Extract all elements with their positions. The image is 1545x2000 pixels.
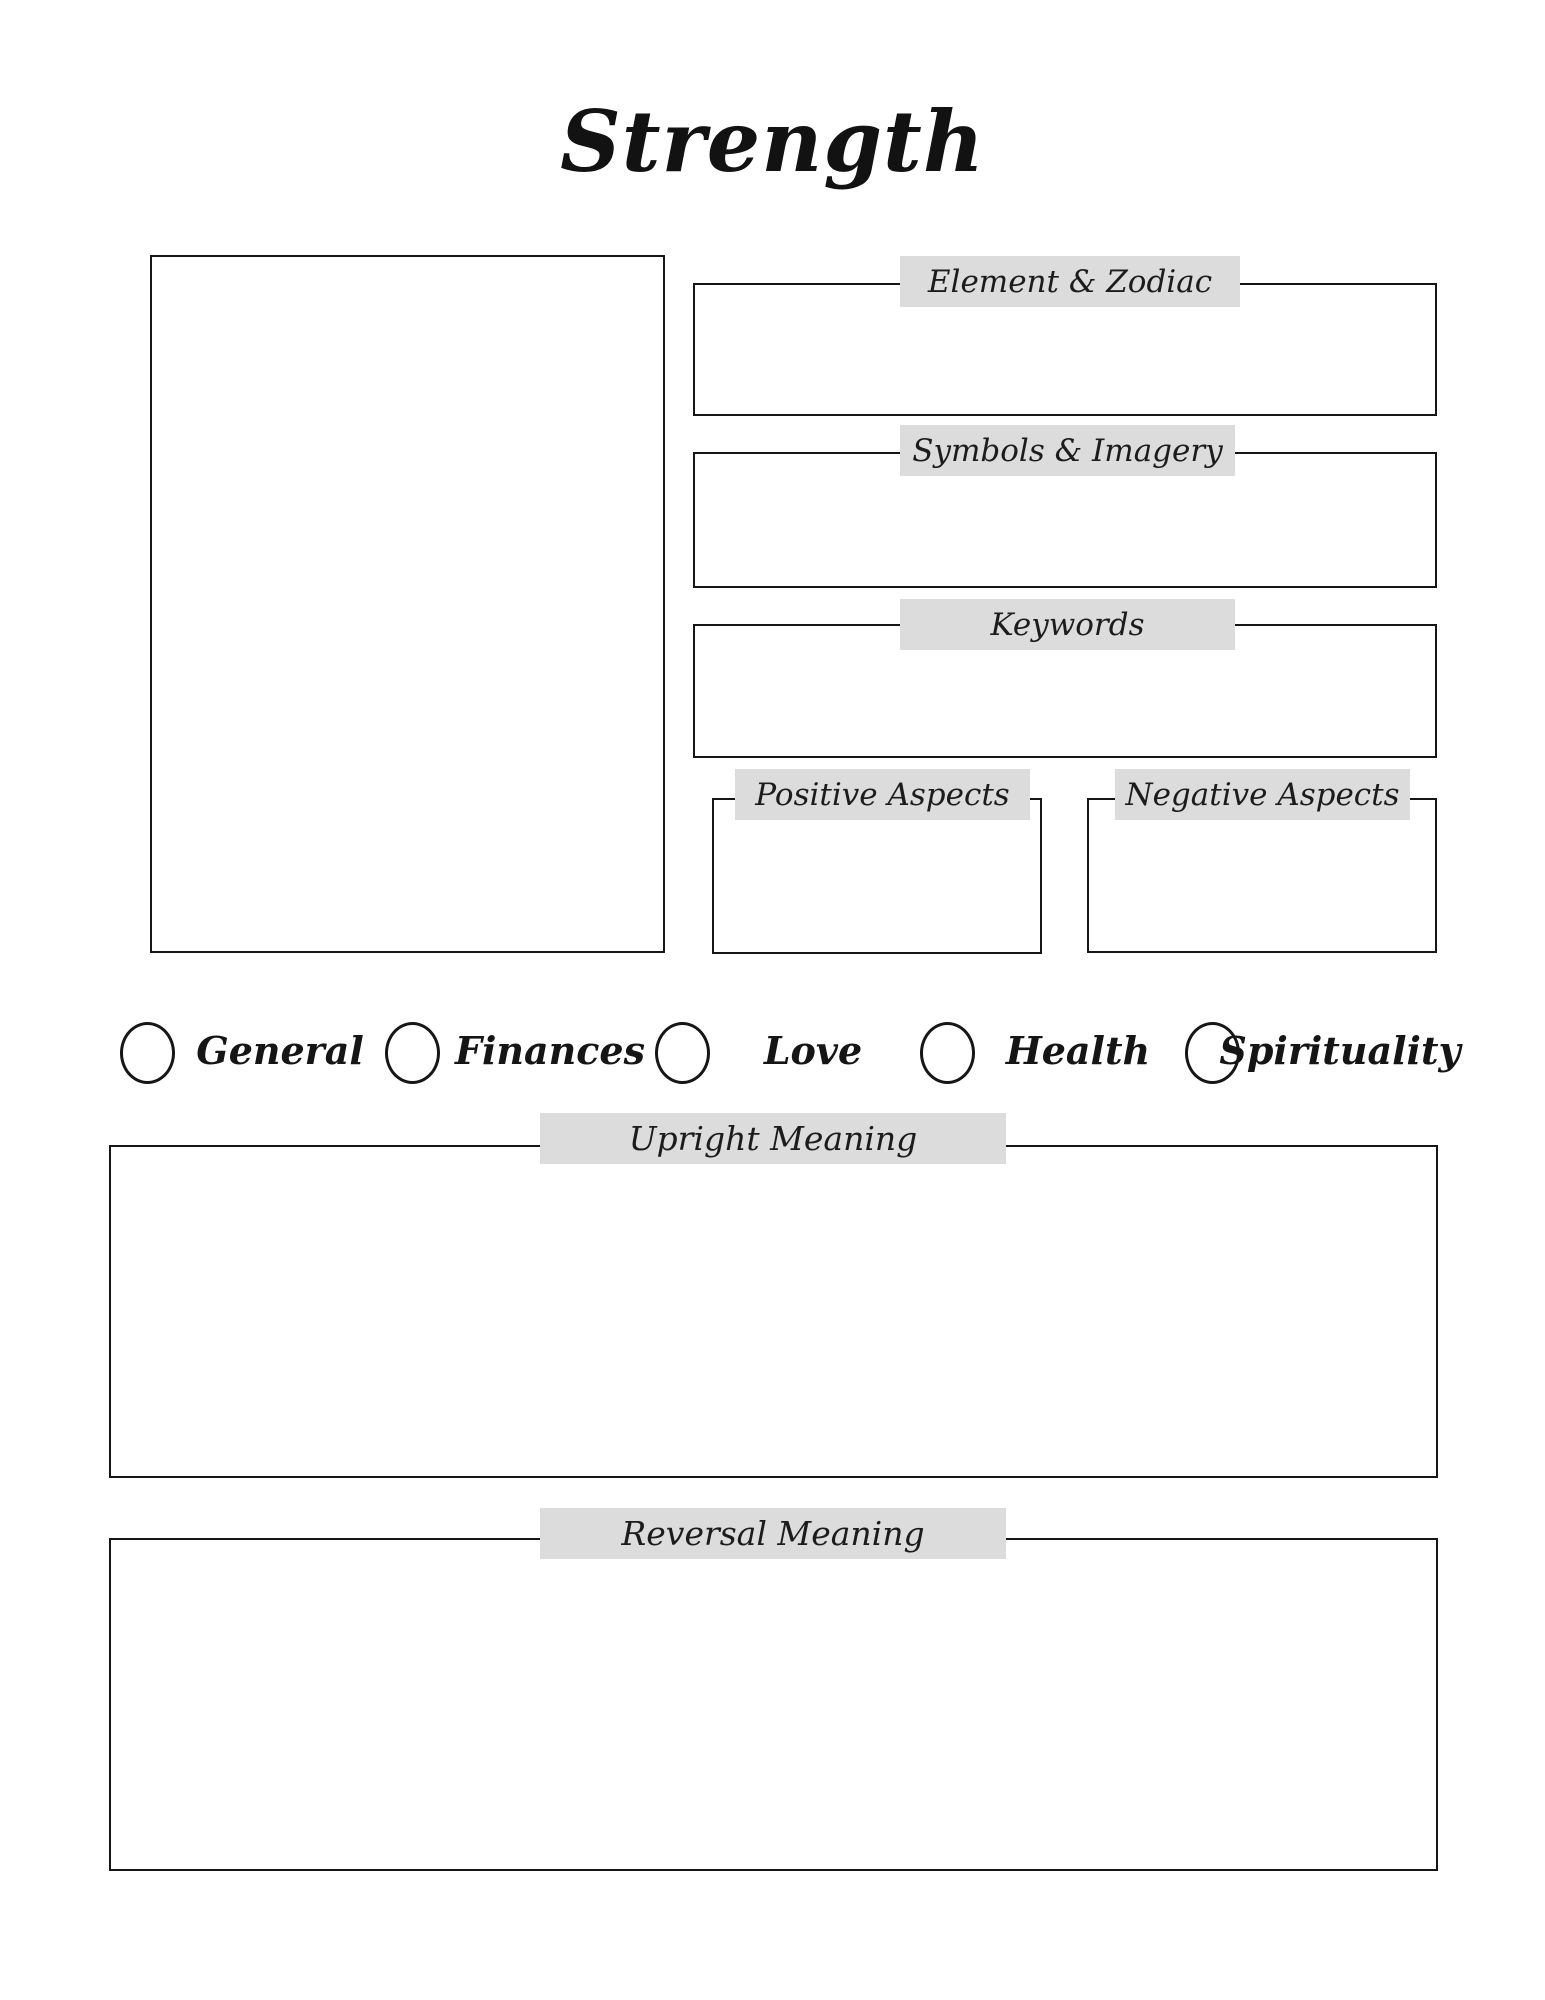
negative-aspects-notes-box[interactable]	[1087, 798, 1437, 953]
upright-meaning-label: Upright Meaning	[540, 1113, 1006, 1164]
positive-aspects-notes-box[interactable]	[712, 798, 1042, 954]
positive-aspects-label: Positive Aspects	[735, 769, 1030, 820]
category-label-love: Love	[763, 1028, 863, 1073]
reversal-meaning-notes-box[interactable]	[109, 1538, 1438, 1871]
element-zodiac-label: Element & Zodiac	[900, 256, 1240, 307]
category-label-health: Health	[1005, 1028, 1151, 1073]
page-title: Strength	[560, 92, 985, 191]
symbols-imagery-label: Symbols & Imagery	[900, 425, 1235, 476]
category-checkbox-love[interactable]	[655, 1022, 710, 1084]
card-image-box[interactable]	[150, 255, 665, 953]
negative-aspects-label: Negative Aspects	[1115, 769, 1410, 820]
category-checkbox-general[interactable]	[120, 1022, 175, 1084]
reversal-meaning-label: Reversal Meaning	[540, 1508, 1006, 1559]
upright-meaning-notes-box[interactable]	[109, 1145, 1438, 1478]
category-checkbox-finances[interactable]	[385, 1022, 440, 1084]
category-label-finances: Finances	[455, 1028, 645, 1073]
category-label-spirituality: Spirituality	[1219, 1028, 1461, 1073]
category-label-general: General	[196, 1028, 364, 1073]
category-checkbox-health[interactable]	[920, 1022, 975, 1084]
keywords-label: Keywords	[900, 599, 1235, 650]
